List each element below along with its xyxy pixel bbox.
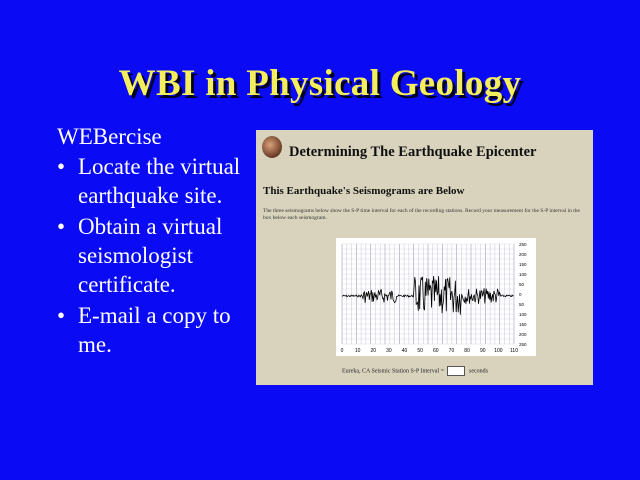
slide-content bbox=[57, 122, 247, 361]
y-tick-label: 100 bbox=[519, 312, 527, 317]
x-tick-label: 110 bbox=[510, 348, 518, 354]
y-tick-label: 250 bbox=[519, 242, 527, 247]
bullet-dot: • bbox=[57, 214, 66, 239]
sp-interval-input[interactable] bbox=[447, 366, 465, 376]
y-tick-label: 100 bbox=[519, 272, 527, 277]
y-tick-label: 50 bbox=[519, 282, 525, 287]
x-tick-label: 80 bbox=[464, 348, 470, 354]
x-tick-label: 30 bbox=[386, 348, 392, 354]
x-tick-label: 70 bbox=[448, 348, 455, 354]
bullet-item bbox=[57, 212, 247, 299]
sp-interval-unit: seconds bbox=[468, 368, 488, 375]
x-tick-label: 50 bbox=[417, 348, 423, 354]
x-tick-label: 100 bbox=[494, 348, 503, 354]
bullet-text: Locate the virtual earthquake site. bbox=[78, 154, 241, 208]
y-tick-label: 0 bbox=[519, 292, 522, 297]
bullet-list bbox=[57, 152, 247, 359]
y-tick-label: 150 bbox=[519, 262, 527, 267]
embedded-webpage-screenshot bbox=[256, 130, 593, 385]
bullet-item bbox=[57, 152, 247, 210]
x-tick-label: 90 bbox=[479, 348, 486, 354]
seismogram bbox=[336, 238, 536, 356]
webpage-title: Determining The Earthquake Epicenter bbox=[289, 144, 537, 160]
bullet-dot: • bbox=[57, 154, 66, 179]
slide-title: WBI in Physical Geology bbox=[118, 63, 522, 104]
globe-icon bbox=[262, 136, 282, 158]
x-tick-label: 0 bbox=[340, 348, 344, 354]
webpage-subtitle: This Earthquake's Seismograms are Below bbox=[263, 185, 465, 197]
x-tick-label: 40 bbox=[401, 348, 408, 354]
x-tick-label: 10 bbox=[354, 348, 361, 354]
y-tick-label: 200 bbox=[519, 332, 527, 337]
bullet-item bbox=[57, 301, 247, 359]
sp-interval-label: Eureka, CA Seismic Station S-P Interval = bbox=[342, 368, 444, 375]
y-tick-label: 50 bbox=[519, 302, 525, 307]
lead-text: WEBercise bbox=[57, 124, 162, 149]
x-tick-label: 20 bbox=[370, 348, 377, 354]
y-tick-label: 250 bbox=[519, 342, 527, 347]
bullet-text: Obtain a virtual seismologist certificate. bbox=[78, 214, 223, 297]
y-tick-label: 200 bbox=[519, 252, 527, 257]
bullet-text: E-mail a copy to me. bbox=[78, 303, 231, 357]
webpage-description: The three seismograms below show the S-P time interval for each of the recording stations. Record your measurement for the S-P interval in the box below each seismogram. bbox=[263, 208, 580, 221]
y-tick-label: 150 bbox=[519, 322, 527, 327]
sp-interval-row bbox=[342, 366, 488, 376]
x-tick-label: 60 bbox=[433, 348, 439, 354]
bullet-dot: • bbox=[57, 303, 66, 328]
